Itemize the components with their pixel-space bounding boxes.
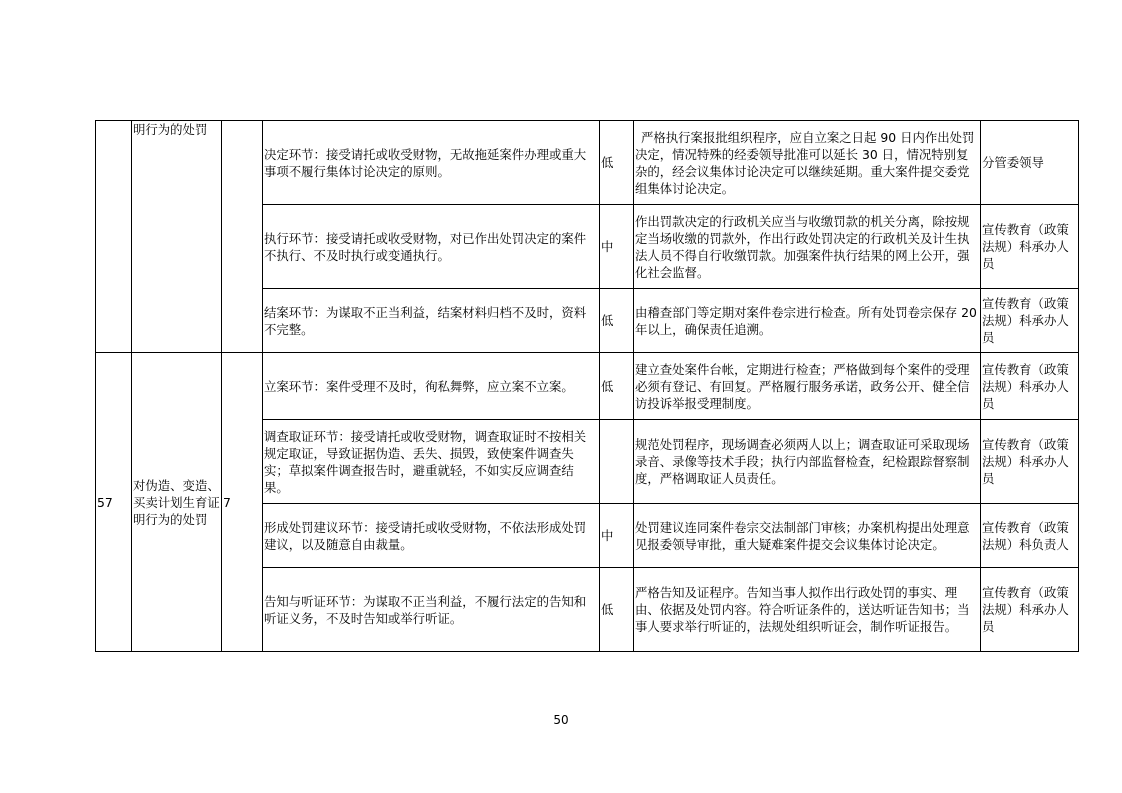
risk-level-cell: 低 — [600, 121, 634, 205]
dept-cell: 分管委领导 — [981, 121, 1079, 205]
dept-cell: 宣传教育（政策法规）科负责人 — [981, 504, 1079, 568]
risk-level-cell: 中 — [600, 504, 634, 568]
stage-cell: 立案环节：案件受理不及时，徇私舞弊，应立案不立案。 — [263, 353, 600, 420]
table-row — [96, 121, 1079, 205]
risk-level-cell: 低 — [600, 353, 634, 420]
item-number-cell: 57 — [96, 353, 132, 652]
risk-control-table — [95, 120, 1079, 652]
stage-cell: 调查取证环节：接受请托或收受财物，调查取证时不按相关规定取证，导致证据伪造、丢失、损毁，致使案件调查失实；草拟案件调查报告时，避重就轻，不如实反应调查结果。 — [263, 420, 600, 504]
item-name-cell: 明行为的处罚 — [132, 121, 222, 353]
measures-cell: 严格告知及证程序。告知当事人拟作出行政处罚的事实、理由、依据及处罚内容。符合听证条件的，送达听证告知书；当事人要求举行听证的，法规处组织听证会，制作听证报告。 — [634, 568, 981, 652]
item-name-cell: 对伪造、变造、买卖计划生育证明行为的处罚 — [132, 353, 222, 652]
risk-level-cell: 低 — [600, 289, 634, 353]
dept-cell: 宣传教育（政策法规）科承办人员 — [981, 420, 1079, 504]
stage-cell: 告知与听证环节：为谋取不正当利益，不履行法定的告知和听证义务，不及时告知或举行听证。 — [263, 568, 600, 652]
stage-cell: 形成处罚建议环节：接受请托或收受财物，不依法形成处罚建议，以及随意自由裁量。 — [263, 504, 600, 568]
risk-level-cell — [600, 420, 634, 504]
dept-cell: 宣传教育（政策法规）科承办人员 — [981, 568, 1079, 652]
dept-cell: 宣传教育（政策法规）科承办人员 — [981, 353, 1079, 420]
measures-cell: 严格执行案报批组织程序，应自立案之日起 90 日内作出处罚决定，情况特殊的经委领导批准可以延长 30 日，情况特别复杂的，经会议集体讨论决定可以继续延期。重大案件提交委党组集体讨论决定。 — [634, 121, 981, 205]
measures-cell: 由稽查部门等定期对案件卷宗进行检查。所有处罚卷宗保存 20 年以上，确保责任追溯。 — [634, 289, 981, 353]
measures-cell: 规范处罚程序，现场调查必须两人以上；调查取证可采取现场录音、录像等技术手段；执行内部监督检查，纪检跟踪督察制度，严格调取证人员责任。 — [634, 420, 981, 504]
measures-cell: 建立查处案件台帐，定期进行检查；严格做到每个案件的受理必须有登记、有回复。严格履行服务承诺，政务公开、健全信访投诉举报受理制度。 — [634, 353, 981, 420]
stage-cell: 结案环节：为谋取不正当利益，结案材料归档不及时，资料不完整。 — [263, 289, 600, 353]
stage-cell: 执行环节：接受请托或收受财物，对已作出处罚决定的案件不执行、不及时执行或变通执行。 — [263, 205, 600, 289]
risk-level-cell: 低 — [600, 568, 634, 652]
stage-cell: 决定环节：接受请托或收受财物，无故拖延案件办理或重大事项不履行集体讨论决定的原则。 — [263, 121, 600, 205]
page-number: 50 — [553, 713, 569, 727]
dept-cell: 宣传教育（政策法规）科承办人员 — [981, 205, 1079, 289]
dept-cell: 宣传教育（政策法规）科承办人员 — [981, 289, 1079, 353]
item-number-cell — [96, 121, 132, 353]
risk-level-cell: 中 — [600, 205, 634, 289]
item-count-cell: 7 — [222, 353, 263, 652]
item-count-cell — [222, 121, 263, 353]
table-row — [96, 353, 1079, 420]
measures-cell: 作出罚款决定的行政机关应当与收缴罚款的机关分离，除按规定当场收缴的罚款外，作出行政处罚决定的行政机关及计生执法人员不得自行收缴罚款。加强案件执行结果的网上公开，强化社会监督。 — [634, 205, 981, 289]
measures-cell: 处罚建议连同案件卷宗交法制部门审核；办案机构提出处理意见报委领导审批，重大疑难案件提交会议集体讨论决定。 — [634, 504, 981, 568]
